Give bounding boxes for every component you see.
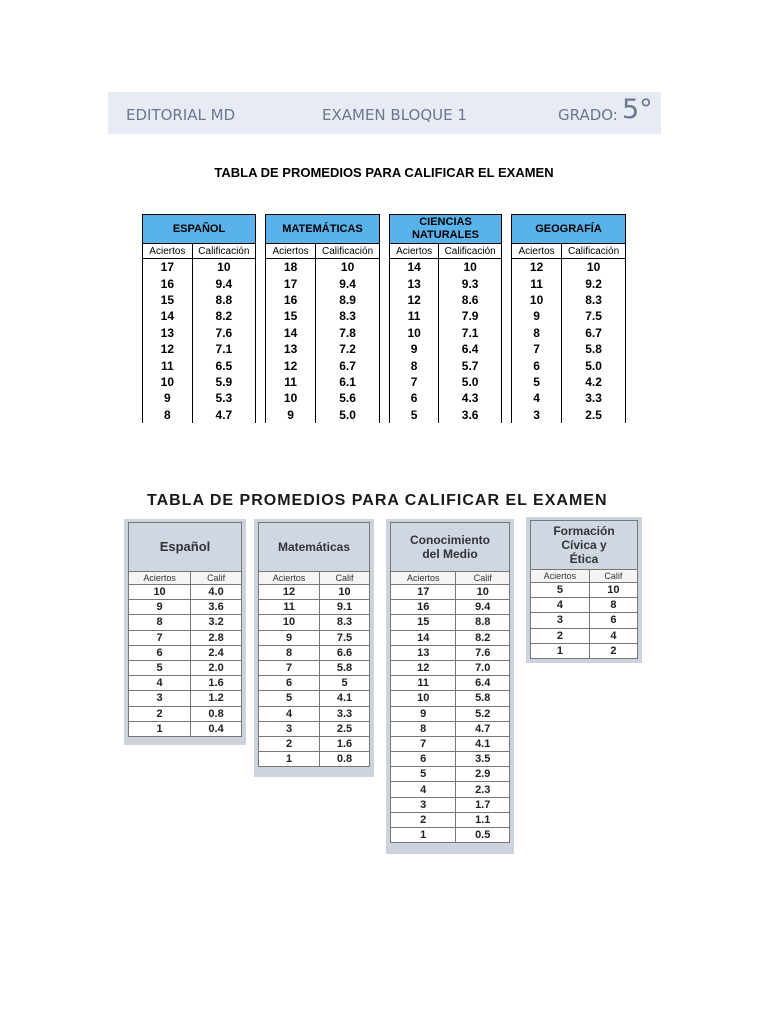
table-row [512, 308, 626, 324]
aciertos-cell: 6 [259, 676, 320, 691]
header-line: Ética [569, 552, 599, 566]
aciertos-cell: 3 [531, 613, 590, 628]
header-line: NATURALES [411, 229, 479, 241]
aciertos-cell: 4 [391, 782, 456, 797]
col-calificacion: Calificación [439, 244, 502, 259]
table-header: Español [129, 523, 242, 572]
aciertos-cell: 10 [391, 691, 456, 706]
table-row [129, 600, 242, 615]
table-row [259, 721, 370, 736]
table-row [259, 585, 370, 600]
calificacion-cell: 5.0 [562, 357, 626, 373]
aciertos-cell: 17 [266, 275, 316, 291]
col-calif: Calif [191, 572, 242, 585]
aciertos-cell: 5 [391, 767, 456, 782]
table-row [129, 721, 242, 736]
aciertos-cell: 9 [259, 630, 320, 645]
table-header: Matemáticas [259, 523, 370, 572]
aciertos-cell: 6 [391, 752, 456, 767]
table-geografia [511, 214, 626, 423]
calificacion-cell: 5.2 [456, 706, 510, 721]
aciertos-cell: 2 [531, 628, 590, 643]
aciertos-cell: 13 [391, 645, 456, 660]
table-row [143, 407, 256, 423]
section1-title: TABLA DE PROMEDIOS PARA CALIFICAR EL EXAMEN [214, 165, 554, 180]
calificacion-cell: 4.0 [191, 585, 242, 600]
aciertos-cell: 9 [129, 600, 191, 615]
aciertos-cell: 14 [266, 325, 316, 341]
aciertos-cell: 14 [143, 308, 193, 324]
calificacion-cell: 8.2 [192, 308, 255, 324]
aciertos-cell: 1 [531, 643, 590, 658]
table-row [390, 308, 502, 324]
aciertos-cell: 6 [512, 357, 562, 373]
aciertos-cell: 12 [390, 292, 439, 308]
calificacion-cell: 6 [589, 613, 637, 628]
calificacion-cell: 2.9 [456, 767, 510, 782]
calificacion-cell: 4.7 [456, 721, 510, 736]
calificacion-cell: 3.6 [191, 600, 242, 615]
table-espanol [142, 214, 256, 423]
col-calificacion: Calificación [192, 244, 255, 259]
calificacion-cell: 3.3 [320, 706, 370, 721]
calificacion-cell: 8 [589, 598, 637, 613]
table-row [129, 630, 242, 645]
table-row [531, 598, 638, 613]
header-line: Formación [553, 524, 615, 538]
table-row [259, 615, 370, 630]
table-row [259, 600, 370, 615]
table-row [391, 660, 510, 675]
aciertos-cell: 12 [259, 585, 320, 600]
calificacion-cell: 4.7 [192, 407, 255, 423]
calificacion-cell: 2.3 [456, 782, 510, 797]
table-row [391, 676, 510, 691]
table-row [391, 645, 510, 660]
calificacion-cell: 7.6 [192, 325, 255, 341]
aciertos-cell: 16 [143, 275, 193, 291]
aciertos-cell: 14 [391, 630, 456, 645]
aciertos-cell: 11 [143, 357, 193, 373]
calificacion-cell: 6.1 [316, 374, 380, 390]
grade-value: 5° [622, 94, 653, 125]
table-row [390, 325, 502, 341]
calificacion-cell: 1.6 [191, 676, 242, 691]
calificacion-cell: 7.0 [456, 660, 510, 675]
table-matematicas-2 [258, 522, 370, 767]
table-row [512, 390, 626, 406]
col-calificacion: Calificación [316, 244, 380, 259]
table-row [259, 630, 370, 645]
table-row [129, 660, 242, 675]
calificacion-cell: 9.4 [192, 275, 255, 291]
calificacion-cell: 10 [192, 259, 255, 276]
calificacion-cell: 0.4 [191, 721, 242, 736]
table-row [391, 797, 510, 812]
col-aciertos: Aciertos [129, 572, 191, 585]
aciertos-cell: 17 [391, 585, 456, 600]
calificacion-cell: 6.4 [439, 341, 502, 357]
calificacion-cell: 10 [316, 259, 380, 276]
calificacion-cell: 2.4 [191, 645, 242, 660]
aciertos-cell: 2 [391, 812, 456, 827]
col-aciertos: Aciertos [143, 244, 193, 259]
table-row [512, 407, 626, 423]
calificacion-cell: 7.5 [320, 630, 370, 645]
table-row [531, 613, 638, 628]
calificacion-cell: 6.7 [562, 325, 626, 341]
calificacion-cell: 0.8 [191, 706, 242, 721]
col-aciertos: Aciertos [391, 572, 456, 585]
calificacion-cell: 1.6 [320, 736, 370, 751]
aciertos-cell: 5 [129, 660, 191, 675]
table-row [266, 390, 380, 406]
aciertos-cell: 2 [129, 706, 191, 721]
aciertos-cell: 11 [390, 308, 439, 324]
table-header: ESPAÑOL [143, 215, 256, 244]
calificacion-cell: 10 [320, 585, 370, 600]
aciertos-cell: 15 [266, 308, 316, 324]
aciertos-cell: 16 [391, 600, 456, 615]
calificacion-cell: 1.7 [456, 797, 510, 812]
calificacion-cell: 0.5 [456, 828, 510, 843]
aciertos-cell: 6 [390, 390, 439, 406]
aciertos-cell: 12 [143, 341, 193, 357]
table-row [259, 645, 370, 660]
table-row [143, 357, 256, 373]
aciertos-cell: 17 [143, 259, 193, 276]
table-matematicas [265, 214, 380, 423]
table-row [512, 374, 626, 390]
calificacion-cell: 8.2 [456, 630, 510, 645]
aciertos-cell: 3 [259, 721, 320, 736]
aciertos-cell: 3 [391, 797, 456, 812]
table-row [391, 767, 510, 782]
table-row [390, 407, 502, 423]
calificacion-cell: 2.5 [320, 721, 370, 736]
table-row [390, 259, 502, 276]
calificacion-cell: 9.2 [562, 275, 626, 291]
aciertos-cell: 16 [266, 292, 316, 308]
table-row [266, 341, 380, 357]
table-row [512, 357, 626, 373]
table-row [390, 390, 502, 406]
calificacion-cell: 8.3 [320, 615, 370, 630]
table-row [391, 615, 510, 630]
table-row [391, 752, 510, 767]
table-row [259, 706, 370, 721]
calificacion-cell: 9.4 [456, 600, 510, 615]
aciertos-cell: 4 [531, 598, 590, 613]
table-row [266, 275, 380, 291]
table-row [143, 259, 256, 276]
table-row [390, 357, 502, 373]
aciertos-cell: 15 [143, 292, 193, 308]
aciertos-cell: 5 [259, 691, 320, 706]
table-header [390, 215, 502, 244]
aciertos-cell: 1 [129, 721, 191, 736]
calificacion-cell: 5.0 [439, 374, 502, 390]
aciertos-cell: 2 [259, 736, 320, 751]
aciertos-cell: 7 [390, 374, 439, 390]
aciertos-cell: 6 [129, 645, 191, 660]
calificacion-cell: 5.8 [320, 660, 370, 675]
table-row [266, 325, 380, 341]
table-row [512, 275, 626, 291]
table-header: MATEMÁTICAS [266, 215, 380, 244]
calificacion-cell: 5.7 [439, 357, 502, 373]
table-row [143, 341, 256, 357]
calificacion-cell: 0.8 [320, 752, 370, 767]
aciertos-cell: 10 [259, 615, 320, 630]
aciertos-cell: 5 [390, 407, 439, 423]
aciertos-cell: 10 [129, 585, 191, 600]
aciertos-cell: 4 [512, 390, 562, 406]
calificacion-cell: 4.1 [456, 736, 510, 751]
table-row [531, 628, 638, 643]
table-row [259, 660, 370, 675]
table-row [266, 407, 380, 423]
calificacion-cell: 5.8 [456, 691, 510, 706]
aciertos-cell: 1 [391, 828, 456, 843]
calificacion-cell: 2.5 [562, 407, 626, 423]
calificacion-cell: 9.3 [439, 275, 502, 291]
aciertos-cell: 7 [391, 736, 456, 751]
aciertos-cell: 11 [259, 600, 320, 615]
table-row [143, 292, 256, 308]
calificacion-cell: 3.2 [191, 615, 242, 630]
calificacion-cell: 8.8 [456, 615, 510, 630]
grade-label: GRADO: [558, 106, 618, 124]
calificacion-cell: 8.9 [316, 292, 380, 308]
calificacion-cell: 4.1 [320, 691, 370, 706]
calificacion-cell: 3.5 [456, 752, 510, 767]
calificacion-cell: 2 [589, 643, 637, 658]
table-row [129, 706, 242, 721]
aciertos-cell: 9 [391, 706, 456, 721]
calificacion-cell: 3.3 [562, 390, 626, 406]
calificacion-cell: 1.2 [191, 691, 242, 706]
table-row [259, 691, 370, 706]
calificacion-cell: 4 [589, 628, 637, 643]
col-aciertos: Aciertos [531, 570, 590, 583]
calificacion-cell: 5.6 [316, 390, 380, 406]
col-aciertos: Aciertos [266, 244, 316, 259]
calificacion-cell: 8.3 [316, 308, 380, 324]
table-row [129, 585, 242, 600]
calificacion-cell: 10 [456, 585, 510, 600]
aciertos-cell: 10 [143, 374, 193, 390]
calificacion-cell: 5.8 [562, 341, 626, 357]
table-row [129, 676, 242, 691]
aciertos-cell: 10 [266, 390, 316, 406]
calificacion-cell: 10 [589, 583, 637, 598]
header-line: Conocimiento [410, 533, 490, 547]
calificacion-cell: 5.3 [192, 390, 255, 406]
calificacion-cell: 5 [320, 676, 370, 691]
table-row [390, 275, 502, 291]
calificacion-cell: 7.2 [316, 341, 380, 357]
table-row [512, 325, 626, 341]
table-ciencias-naturales [389, 214, 502, 423]
calificacion-cell: 5.9 [192, 374, 255, 390]
table-row [259, 676, 370, 691]
table-header [391, 523, 510, 572]
col-aciertos: Aciertos [512, 244, 562, 259]
calificacion-cell: 6.7 [316, 357, 380, 373]
calificacion-cell: 10 [439, 259, 502, 276]
aciertos-cell: 3 [129, 691, 191, 706]
col-aciertos: Aciertos [390, 244, 439, 259]
calificacion-cell: 5.0 [316, 407, 380, 423]
col-calificacion: Calificación [562, 244, 626, 259]
calificacion-cell: 6.5 [192, 357, 255, 373]
table-header [531, 521, 638, 570]
table-row [266, 259, 380, 276]
aciertos-cell: 13 [390, 275, 439, 291]
header-line: Cívica y [561, 538, 607, 552]
table-row [391, 736, 510, 751]
table-header: GEOGRAFÍA [512, 215, 626, 244]
table-row [391, 828, 510, 843]
table-row [129, 615, 242, 630]
aciertos-cell: 1 [259, 752, 320, 767]
table-row [143, 275, 256, 291]
table-row [391, 630, 510, 645]
table-row [390, 341, 502, 357]
aciertos-cell: 8 [129, 615, 191, 630]
calificacion-cell: 9.1 [320, 600, 370, 615]
table-row [390, 292, 502, 308]
aciertos-cell: 8 [259, 645, 320, 660]
calificacion-cell: 6.4 [456, 676, 510, 691]
table-row [143, 390, 256, 406]
calificacion-cell: 8.8 [192, 292, 255, 308]
aciertos-cell: 12 [391, 660, 456, 675]
aciertos-cell: 4 [129, 676, 191, 691]
table-row [129, 691, 242, 706]
table-espanol-2 [128, 522, 242, 737]
calificacion-cell: 4.3 [439, 390, 502, 406]
table-row [259, 752, 370, 767]
col-calif: Calif [589, 570, 637, 583]
calificacion-cell: 7.1 [439, 325, 502, 341]
aciertos-cell: 9 [143, 390, 193, 406]
table-conocimiento-del-medio [390, 522, 510, 843]
aciertos-cell: 11 [512, 275, 562, 291]
aciertos-cell: 9 [512, 308, 562, 324]
calificacion-cell: 7.9 [439, 308, 502, 324]
aciertos-cell: 4 [259, 706, 320, 721]
aciertos-cell: 7 [259, 660, 320, 675]
aciertos-cell: 13 [266, 341, 316, 357]
page-header [108, 92, 661, 134]
table-row [266, 308, 380, 324]
table-row [391, 721, 510, 736]
table-row [391, 600, 510, 615]
aciertos-cell: 13 [143, 325, 193, 341]
calificacion-cell: 2.0 [191, 660, 242, 675]
col-aciertos: Aciertos [259, 572, 320, 585]
section2-title: TABLA DE PROMEDIOS PARA CALIFICAR EL EXAMEN [147, 492, 608, 509]
header-line: CIENCIAS [419, 216, 472, 228]
table-row [391, 706, 510, 721]
aciertos-cell: 18 [266, 259, 316, 276]
aciertos-cell: 3 [512, 407, 562, 423]
table-row [512, 292, 626, 308]
table-row [391, 782, 510, 797]
table-row [531, 643, 638, 658]
aciertos-cell: 14 [390, 259, 439, 276]
table-row [143, 308, 256, 324]
table-row [391, 812, 510, 827]
calificacion-cell: 2.8 [191, 630, 242, 645]
calificacion-cell: 7.6 [456, 645, 510, 660]
table-row [390, 374, 502, 390]
table-row [266, 374, 380, 390]
calificacion-cell: 8.3 [562, 292, 626, 308]
exam-title: EXAMEN BLOQUE 1 [322, 106, 467, 124]
table-row [391, 585, 510, 600]
aciertos-cell: 10 [512, 292, 562, 308]
aciertos-cell: 12 [512, 259, 562, 276]
aciertos-cell: 5 [531, 583, 590, 598]
calificacion-cell: 9.4 [316, 275, 380, 291]
calificacion-cell: 8.6 [439, 292, 502, 308]
table-formacion-civica-etica [530, 520, 638, 659]
table-row [531, 583, 638, 598]
calificacion-cell: 7.8 [316, 325, 380, 341]
aciertos-cell: 7 [129, 630, 191, 645]
table-row [143, 374, 256, 390]
table-row [143, 325, 256, 341]
aciertos-cell: 8 [391, 721, 456, 736]
aciertos-cell: 7 [512, 341, 562, 357]
calificacion-cell: 1.1 [456, 812, 510, 827]
calificacion-cell: 7.1 [192, 341, 255, 357]
aciertos-cell: 11 [391, 676, 456, 691]
aciertos-cell: 12 [266, 357, 316, 373]
calificacion-cell: 10 [562, 259, 626, 276]
table-row [512, 259, 626, 276]
calificacion-cell: 4.2 [562, 374, 626, 390]
aciertos-cell: 8 [512, 325, 562, 341]
table-row [266, 357, 380, 373]
col-calif: Calif [320, 572, 370, 585]
table-row [512, 341, 626, 357]
aciertos-cell: 5 [512, 374, 562, 390]
calificacion-cell: 6.6 [320, 645, 370, 660]
table-row [129, 645, 242, 660]
header-line: del Medio [422, 547, 478, 561]
aciertos-cell: 8 [390, 357, 439, 373]
editorial-name: EDITORIAL MD [126, 106, 236, 124]
aciertos-cell: 10 [390, 325, 439, 341]
aciertos-cell: 9 [266, 407, 316, 423]
table-row [266, 292, 380, 308]
table-row [259, 736, 370, 751]
calificacion-cell: 3.6 [439, 407, 502, 423]
table-row [391, 691, 510, 706]
aciertos-cell: 11 [266, 374, 316, 390]
calificacion-cell: 7.5 [562, 308, 626, 324]
aciertos-cell: 15 [391, 615, 456, 630]
aciertos-cell: 9 [390, 341, 439, 357]
col-calif: Calif [456, 572, 510, 585]
aciertos-cell: 8 [143, 407, 193, 423]
